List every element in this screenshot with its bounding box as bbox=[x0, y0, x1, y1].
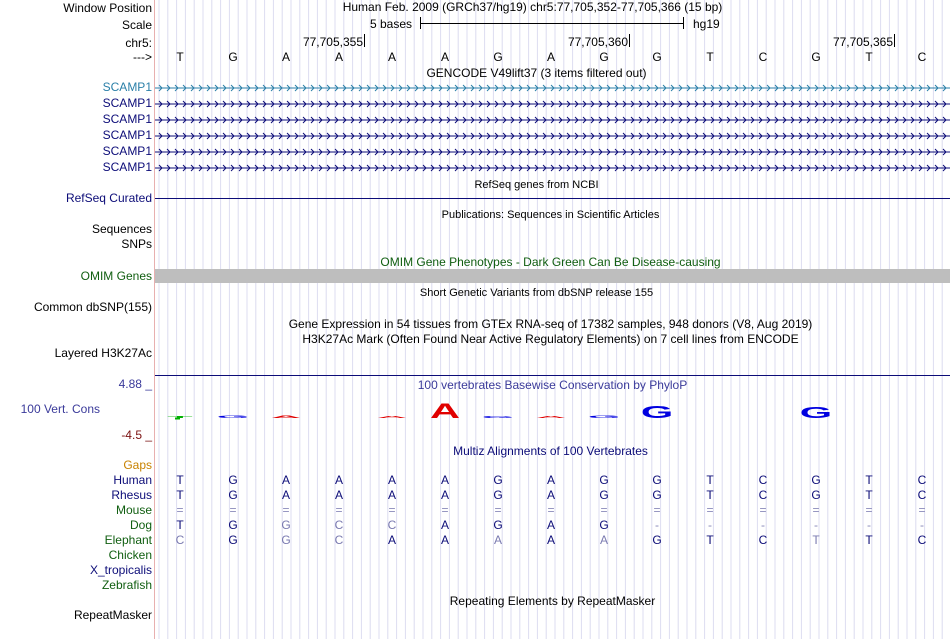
gene-feature-scamp1[interactable] bbox=[155, 117, 950, 123]
alignment-base: G bbox=[281, 533, 291, 547]
reference-base: G bbox=[652, 50, 662, 64]
reference-base: A bbox=[546, 50, 555, 64]
alignment-base: G bbox=[652, 473, 662, 487]
track-label-omim[interactable]: OMIM Genes bbox=[80, 269, 152, 283]
alignment-base: A bbox=[387, 473, 396, 487]
alignment-base: C bbox=[334, 518, 344, 532]
gene-label-scamp1[interactable]: SCAMP1 bbox=[102, 80, 152, 94]
reference-base: G bbox=[228, 50, 238, 64]
chrom-label: chr5: bbox=[125, 36, 152, 50]
reference-base: A bbox=[387, 50, 396, 64]
track-label-phylop[interactable]: 100 Vert. Cons bbox=[20, 402, 100, 416]
ruler-tick bbox=[629, 34, 630, 47]
species-label-elephant[interactable]: Elephant bbox=[104, 533, 152, 547]
gene-feature-scamp1[interactable] bbox=[155, 85, 950, 91]
alignment-base: T bbox=[865, 488, 873, 502]
gene-label-scamp1[interactable]: SCAMP1 bbox=[102, 96, 152, 110]
alignment-base: = bbox=[547, 503, 555, 517]
species-label-chicken[interactable]: Chicken bbox=[108, 548, 152, 562]
scale-bar bbox=[420, 17, 684, 29]
alignment-base: A bbox=[387, 488, 396, 502]
scale-label: Scale bbox=[121, 18, 152, 32]
alignment-base: G bbox=[281, 518, 291, 532]
alignment-base: = bbox=[653, 503, 661, 517]
alignment-base: - bbox=[708, 518, 712, 532]
alignment-base: G bbox=[811, 488, 821, 502]
species-label-mouse[interactable]: Mouse bbox=[115, 503, 152, 517]
alignment-base: A bbox=[599, 533, 608, 547]
alignment-base: C bbox=[334, 533, 344, 547]
alignment-base: = bbox=[865, 503, 873, 517]
alignment-base: = bbox=[812, 503, 820, 517]
alignment-base: G bbox=[228, 488, 238, 502]
alignment-base: - bbox=[867, 518, 871, 532]
gene-label-scamp1[interactable]: SCAMP1 bbox=[102, 128, 152, 142]
alignment-base: G bbox=[599, 518, 609, 532]
ruler-tick bbox=[364, 34, 365, 47]
alignment-base: G bbox=[493, 473, 503, 487]
alignment-base: C bbox=[758, 533, 768, 547]
phylop-logo-letter: G bbox=[799, 403, 833, 422]
alignment-base: - bbox=[761, 518, 765, 532]
alignment-base: A bbox=[334, 473, 343, 487]
phylop-logo-letter: G bbox=[640, 402, 674, 422]
phylop-track-title: 100 vertebrates Basewise Conservation by PhyloP bbox=[417, 378, 688, 392]
alignment-base: = bbox=[176, 503, 184, 517]
multiz-track-title: Multiz Alignments of 100 Vertebrates bbox=[453, 444, 648, 458]
gene-feature-scamp1[interactable] bbox=[155, 133, 950, 139]
alignment-base: = bbox=[441, 503, 449, 517]
alignment-base: C bbox=[758, 488, 768, 502]
alignment-base: A bbox=[281, 488, 290, 502]
alignment-base: G bbox=[599, 488, 609, 502]
gene-label-scamp1[interactable]: SCAMP1 bbox=[102, 144, 152, 158]
species-label-human[interactable]: Human bbox=[113, 473, 152, 487]
alignment-base: T bbox=[812, 533, 820, 547]
alignment-base: T bbox=[706, 488, 714, 502]
alignment-base: A bbox=[546, 518, 555, 532]
alignment-base: G bbox=[652, 533, 662, 547]
alignment-base: C bbox=[387, 518, 397, 532]
ruler-position-label: 77,705,355 bbox=[302, 35, 363, 49]
track-label-snps[interactable]: SNPs bbox=[121, 237, 152, 251]
ruler-position-label: 77,705,365 bbox=[832, 35, 893, 49]
dbsnp-track-title: Short Genetic Variants from dbSNP release 155 bbox=[419, 287, 654, 299]
phylop-logo-letter: A bbox=[270, 414, 302, 419]
alignment-base: G bbox=[811, 473, 821, 487]
alignment-base: A bbox=[440, 473, 449, 487]
phylop-logo-letter: A bbox=[535, 415, 567, 419]
alignment-base: - bbox=[920, 518, 924, 532]
track-label-dbsnp[interactable]: Common dbSNP(155) bbox=[33, 300, 152, 314]
h3k27ac-track-title: H3K27Ac Mark (Often Found Near Active Regulatory Elements) on 7 cell lines from ENCODE bbox=[302, 332, 799, 346]
alignment-base: G bbox=[228, 473, 238, 487]
refseq-track-title: RefSeq genes from NCBI bbox=[474, 179, 599, 191]
scale-db: hg19 bbox=[693, 17, 720, 31]
alignment-base: T bbox=[706, 533, 714, 547]
alignment-base: T bbox=[176, 488, 184, 502]
species-label-zebrafish[interactable]: Zebrafish bbox=[101, 578, 152, 592]
phylop-max-label: 4.88 _ bbox=[118, 377, 152, 391]
phylop-logo-plot[interactable] bbox=[155, 395, 950, 440]
assembly-position-text: Human Feb. 2009 (GRCh37/hg19) chr5:77,705,352-77,705,366 (15 bp) bbox=[342, 0, 723, 14]
alignment-base: A bbox=[546, 488, 555, 502]
alignment-base: A bbox=[546, 473, 555, 487]
track-label-column bbox=[0, 0, 152, 639]
alignment-base: G bbox=[493, 518, 503, 532]
alignment-base: T bbox=[865, 533, 873, 547]
reference-base: C bbox=[758, 50, 768, 64]
track-label-refseq[interactable]: RefSeq Curated bbox=[65, 191, 152, 205]
reference-base: G bbox=[811, 50, 821, 64]
alignment-base: A bbox=[440, 533, 449, 547]
gene-feature-scamp1[interactable] bbox=[155, 101, 950, 107]
reference-base: T bbox=[706, 50, 714, 64]
alignment-base: T bbox=[176, 473, 184, 487]
alignment-base: - bbox=[655, 518, 659, 532]
track-label-sequences[interactable]: Sequences bbox=[91, 222, 152, 236]
gene-feature-scamp1[interactable] bbox=[155, 165, 950, 171]
alignment-base: T bbox=[865, 473, 873, 487]
alignment-base: = bbox=[759, 503, 767, 517]
species-label-rhesus[interactable]: Rhesus bbox=[111, 488, 152, 502]
reference-base: G bbox=[599, 50, 609, 64]
reference-base: G bbox=[493, 50, 503, 64]
reference-base: T bbox=[176, 50, 184, 64]
alignment-base: T bbox=[176, 518, 184, 532]
phylop-logo-letter: G bbox=[481, 415, 515, 419]
gencode-track-title: GENCODE V49lift37 (3 items filtered out) bbox=[426, 66, 647, 80]
alignment-base: = bbox=[494, 503, 502, 517]
phylop-logo-letter: G bbox=[587, 415, 621, 419]
alignment-base: C bbox=[917, 488, 927, 502]
alignment-base: A bbox=[440, 518, 449, 532]
reference-base: T bbox=[865, 50, 873, 64]
gtex-track-title: Gene Expression in 54 tissues from GTEx RNA-seq of 17382 samples, 948 donors (V8, Aug 2019) bbox=[288, 317, 813, 331]
alignment-base: A bbox=[546, 533, 555, 547]
alignment-base: A bbox=[387, 533, 396, 547]
alignment-base: = bbox=[918, 503, 926, 517]
alignment-base: A bbox=[334, 488, 343, 502]
alignment-base: = bbox=[282, 503, 290, 517]
gene-label-scamp1[interactable]: SCAMP1 bbox=[102, 112, 152, 126]
alignment-base: G bbox=[493, 488, 503, 502]
alignment-base: = bbox=[388, 503, 396, 517]
gencode-gene-features[interactable] bbox=[155, 80, 950, 176]
h3k27ac-baseline bbox=[155, 375, 950, 376]
alignment-base: A bbox=[493, 533, 502, 547]
scale-text: 5 bases bbox=[370, 17, 413, 31]
track-label-repeatmasker[interactable]: RepeatMasker bbox=[73, 608, 152, 622]
alignment-base: G bbox=[599, 473, 609, 487]
alignment-base: C bbox=[175, 533, 185, 547]
phylop-logo-letter: A bbox=[429, 399, 461, 423]
publications-track-title: Publications: Sequences in Scientific Articles bbox=[441, 209, 660, 221]
alignment-base: G bbox=[652, 488, 662, 502]
alignment-base: G bbox=[228, 518, 238, 532]
alignment-base: - bbox=[814, 518, 818, 532]
strand-arrow-label: ---> bbox=[133, 50, 152, 64]
gene-feature-scamp1[interactable] bbox=[155, 149, 950, 155]
alignment-base: A bbox=[281, 473, 290, 487]
alignment-base: T bbox=[706, 473, 714, 487]
reference-base: A bbox=[281, 50, 290, 64]
alignment-base: = bbox=[706, 503, 714, 517]
phylop-logo-letter: G bbox=[216, 414, 250, 419]
species-label-x-tropicalis[interactable]: X_tropicalis bbox=[89, 563, 152, 577]
alignment-base: A bbox=[440, 488, 449, 502]
omim-feature-bar[interactable] bbox=[155, 269, 950, 283]
alignment-base: C bbox=[917, 473, 927, 487]
reference-base: A bbox=[334, 50, 343, 64]
repeatmasker-track-title: Repeating Elements by RepeatMasker bbox=[449, 594, 656, 608]
ruler-tick bbox=[894, 34, 895, 47]
alignment-base: = bbox=[229, 503, 237, 517]
alignment-base: = bbox=[335, 503, 343, 517]
phylop-min-label: -4.5 _ bbox=[121, 428, 152, 442]
window-position-label: Window Position bbox=[63, 1, 152, 15]
gene-label-scamp1[interactable]: SCAMP1 bbox=[102, 160, 152, 174]
alignment-base: C bbox=[758, 473, 768, 487]
species-label-dog[interactable]: Dog bbox=[129, 518, 152, 532]
phylop-logo-letter: T bbox=[167, 415, 193, 419]
alignment-base: = bbox=[600, 503, 608, 517]
track-label-h3k27ac[interactable]: Layered H3K27Ac bbox=[54, 346, 152, 360]
refseq-feature-line[interactable] bbox=[155, 198, 950, 199]
omim-track-title: OMIM Gene Phenotypes - Dark Green Can Be Disease-causing bbox=[380, 255, 721, 269]
reference-base: C bbox=[917, 50, 927, 64]
alignment-base: G bbox=[228, 533, 238, 547]
phylop-logo-letter: A bbox=[376, 415, 408, 419]
ruler-position-label: 77,705,360 bbox=[567, 35, 628, 49]
track-label-gaps[interactable]: Gaps bbox=[123, 458, 152, 472]
reference-base: A bbox=[440, 50, 449, 64]
track-data-area[interactable] bbox=[155, 0, 950, 639]
alignment-base: C bbox=[917, 533, 927, 547]
